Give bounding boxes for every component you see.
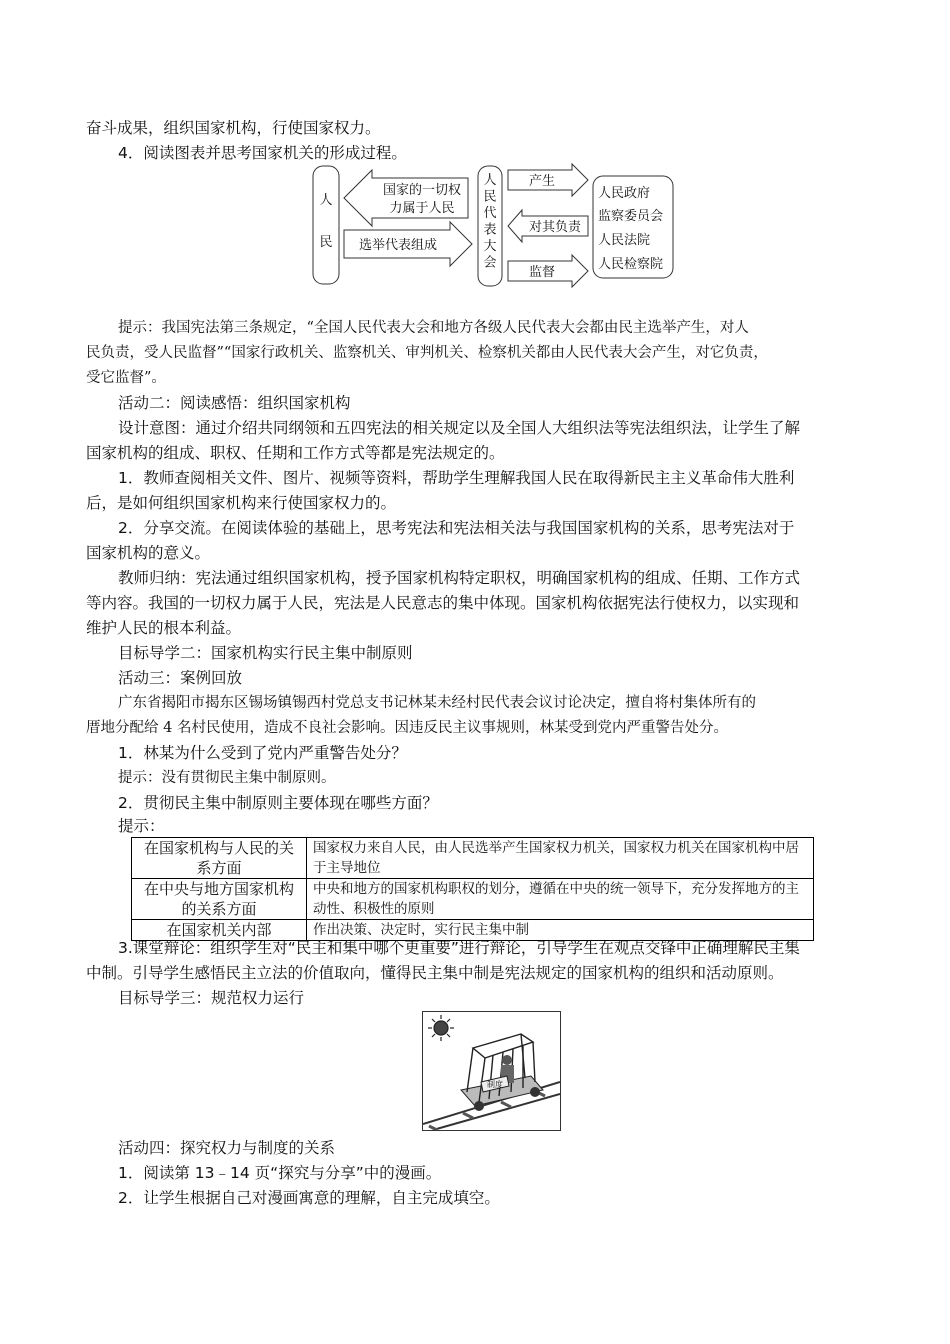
hint-1-line-1: 提示：我国宪法第三条规定，“全国人民代表大会和地方各级人民代表大会都由民主选举产生，对人 — [118, 320, 749, 336]
question-2: 2．贯彻民主集中制原则主要体现在哪些方面？ — [118, 794, 438, 812]
teacher-summary-line-1: 教师归纳：宪法通过组织国家机构，授予国家机构特定职权，明确国家机构的组成、任期、工作方式 — [118, 569, 801, 587]
activity-3-title: 活动三：案例回放 — [118, 669, 243, 687]
item-4-heading: 4．阅读图表并思考国家机关的形成过程。 — [118, 144, 407, 162]
design-intent-line-2: 国家机构的组成、职权、任期和工作方式等都是宪法规定的。 — [86, 444, 505, 462]
npc-label — [483, 173, 496, 271]
people-box — [313, 166, 339, 284]
people-label-char-1: 人 — [319, 193, 333, 208]
organ-supervisory-commission: 监察委员会 — [598, 209, 664, 224]
step-2-line-2: 国家机构的意义。 — [86, 544, 211, 562]
npc-label-char: 大 — [483, 239, 497, 254]
table-row — [132, 838, 814, 879]
debate-line-2: 中制。引导学生感悟民主立法的价值取向，懂得民主集中制是宪法规定的国家机构的组织和活动原则。 — [86, 964, 784, 982]
power-belongs-arrow — [344, 170, 468, 226]
table-desc-cell: 中央和地方的国家机构职权的划分，遵循在中央的统一领导下，充分发挥地方的主动性、积极性的原则 — [307, 879, 814, 920]
step-1-line-2: 后，是如何组织国家机构来行使国家权力的。 — [86, 494, 397, 512]
power-arrow-line-1: 国家的一切权 — [382, 183, 462, 198]
table-desc-cell: 国家权力来自人民，由人民选举产生国家权力机关，国家权力机关在国家机构中居于主导地位 — [307, 838, 814, 879]
table-row — [132, 879, 814, 920]
state-organ-flow-diagram — [310, 160, 680, 290]
power-arrow-line-2: 力属于人民 — [389, 201, 455, 216]
read-step: 1．阅读第 13﹣14 页“探究与分享”中的漫画。 — [118, 1164, 442, 1182]
elect-arrow-label: 选举代表组成 — [358, 238, 438, 253]
npc-label-char: 民 — [483, 189, 497, 205]
responsible-arrow-label: 对其负责 — [528, 220, 582, 235]
table-desc-cell: 作出决策、决定时，实行民主集中制 — [307, 920, 814, 941]
design-intent-line-1: 设计意图：通过介绍共同纲领和五四宪法的相关规定以及全国人大组织法等宪法组织法，让学生了解 — [118, 419, 801, 437]
activity-4-title: 活动四：探究权力与制度的关系 — [118, 1139, 336, 1157]
step-1-line-1: 1．教师查阅相关文件、图片、视频等资料，帮助学生理解我国人民在取得新民主主义革命伟大胜利 — [118, 469, 795, 487]
goal-3-heading: 目标导学三：规范权力运行 — [118, 989, 305, 1007]
step-2-line-1: 2．分享交流。在阅读体验的基础上，思考宪法和宪法相关法与我国国家机构的关系，思考宪法对于 — [118, 519, 795, 537]
goal-2-heading: 目标导学二：国家机构实行民主集中制原则 — [118, 644, 413, 662]
cart-wheel — [530, 1087, 540, 1097]
answer-1: 提示：没有贯彻民主集中制原则。 — [118, 770, 336, 786]
table-aspect-cell: 在国家机构与人民的关系方面 — [132, 838, 307, 879]
organ-government: 人民政府 — [598, 186, 651, 201]
case-line-2: 厝地分配给 4 名村民使用，造成不良社会影响。因违反民主议事规则，林某受到党内严重警告处分。 — [86, 720, 728, 736]
teacher-summary-line-3: 维护人民的根本利益。 — [86, 619, 242, 637]
organ-court: 人民法院 — [598, 233, 651, 248]
power-cage-cartoon — [422, 1011, 561, 1131]
produce-arrow-label: 产生 — [528, 174, 556, 189]
npc-label-char: 代 — [483, 206, 497, 221]
democratic-centralism-table — [131, 837, 814, 941]
hint-1-line-2: 民负责，受人民监督”“国家行政机关、监察机关、审判机关、检察机关都由人民代表大会产生，对它负责， — [86, 345, 768, 361]
fill-step: 2．让学生根据自己对漫画寓意的理解，自主完成填空。 — [118, 1189, 500, 1207]
table-aspect-cell: 在中央与地方国家机构的关系方面 — [132, 879, 307, 920]
supervise-arrow-label: 监督 — [528, 265, 556, 280]
table-aspect-cell: 在国家机关内部 — [132, 920, 307, 941]
question-1: 1．林某为什么受到了党内严重警告处分？ — [118, 744, 407, 762]
teacher-summary-line-2: 等内容。我国的一切权力属于人民，宪法是人民意志的集中体现。国家机构依据宪法行使权力，以实现和 — [86, 594, 800, 612]
people-label-char-2: 民 — [319, 235, 333, 250]
npc-label-char: 人 — [483, 173, 497, 188]
answer-2-label: 提示： — [118, 817, 165, 835]
debate-line-1: 3.课堂辩论：组织学生对“民主和集中哪个更重要”进行辩论，引导学生在观点交锋中正确理解民主集 — [118, 939, 800, 957]
activity-2-title: 活动二：阅读感悟：组织国家机构 — [118, 394, 351, 412]
case-line-1: 广东省揭阳市揭东区锡场镇锡西村党总支书记林某未经村民代表会议讨论决定，擅自将村集体所有的 — [118, 695, 756, 711]
cart-wheel — [474, 1101, 484, 1111]
npc-label-char: 会 — [483, 255, 497, 271]
npc-label-char: 表 — [483, 222, 497, 238]
organ-procuratorate: 人民检察院 — [598, 257, 664, 272]
paragraph-continuation: 奋斗成果，组织国家机构，行使国家权力。 — [86, 119, 381, 137]
system-plate-label: 制度 — [487, 1080, 503, 1089]
hint-1-line-3: 受它监督”。 — [86, 370, 166, 386]
